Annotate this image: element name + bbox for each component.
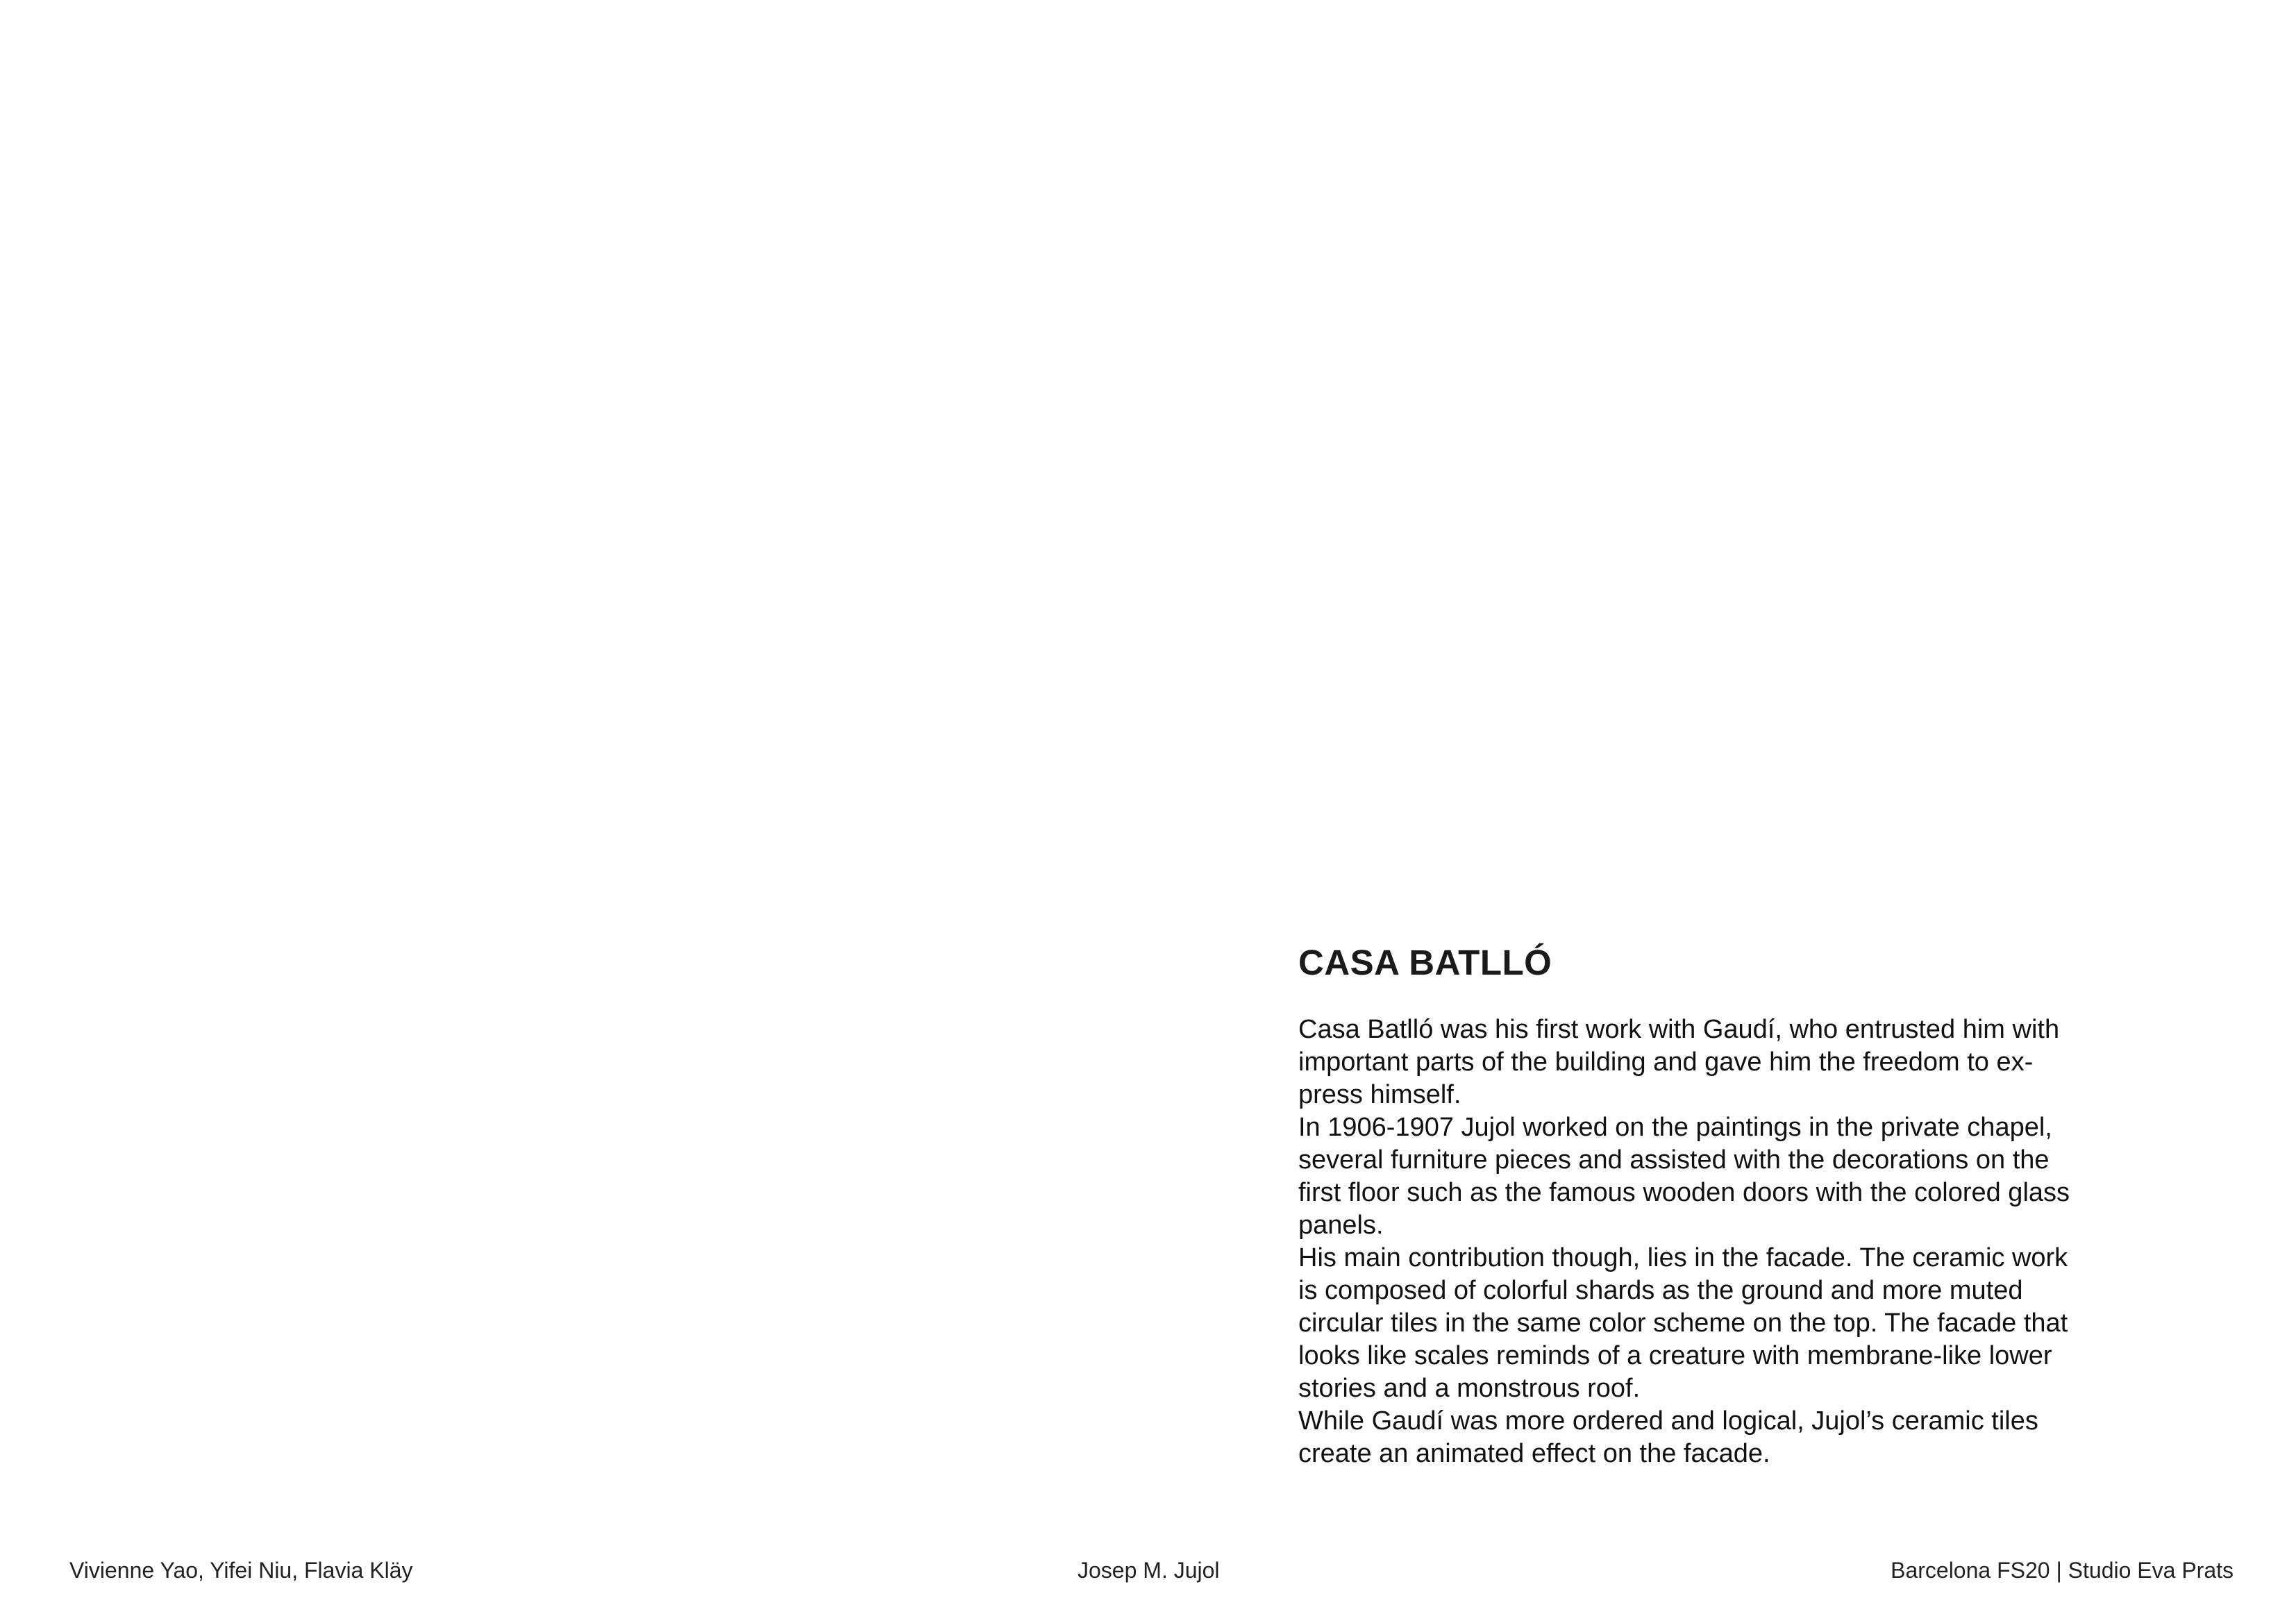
paragraph-line: first floor such as the famous wooden doors with the colored glass: [1298, 1178, 2070, 1207]
paragraph-line: panels.: [1298, 1211, 1384, 1240]
footer-topic: Josep M. Jujol: [1078, 1558, 1220, 1583]
paragraph-comparison: [1298, 1405, 2104, 1470]
paragraph-line: His main contribution though, lies in the facade. The ceramic work: [1298, 1243, 2068, 1272]
paragraph-line: several furniture pieces and assisted with the decorations on the: [1298, 1145, 2050, 1175]
paragraph-line: press himself.: [1298, 1080, 1461, 1109]
paragraph-line: create an animated effect on the facade.: [1298, 1439, 1770, 1468]
paragraph-facade: [1298, 1242, 2104, 1405]
article-section: [1298, 939, 2104, 1470]
paragraph-line: In 1906-1907 Jujol worked on the paintings in the private chapel,: [1298, 1113, 2052, 1142]
paragraph-line: stories and a monstrous roof.: [1298, 1374, 1641, 1403]
paragraph-line: looks like scales reminds of a creature with membrane-like lower: [1298, 1341, 2052, 1370]
paragraph-line: important parts of the building and gave him the freedom to ex-: [1298, 1048, 2034, 1077]
paragraph-line: While Gaudí was more ordered and logical, Jujol’s ceramic tiles: [1298, 1406, 2038, 1436]
paragraph-line: is composed of colorful shards as the ground and more muted: [1298, 1276, 2023, 1305]
paragraph-line: circular tiles in the same color scheme on the top. The facade that: [1298, 1309, 2068, 1338]
paragraph-works: [1298, 1111, 2104, 1242]
paragraph-intro: [1298, 1014, 2104, 1111]
section-heading: CASA BATLLÓ: [1298, 943, 1552, 982]
footer-course: Barcelona FS20 | Studio Eva Prats: [1891, 1558, 2234, 1583]
paragraph-line: Casa Batlló was his first work with Gaudí, who entrusted him with: [1298, 1015, 2060, 1044]
footer-authors: Vivienne Yao, Yifei Niu, Flavia Kläy: [69, 1558, 413, 1583]
